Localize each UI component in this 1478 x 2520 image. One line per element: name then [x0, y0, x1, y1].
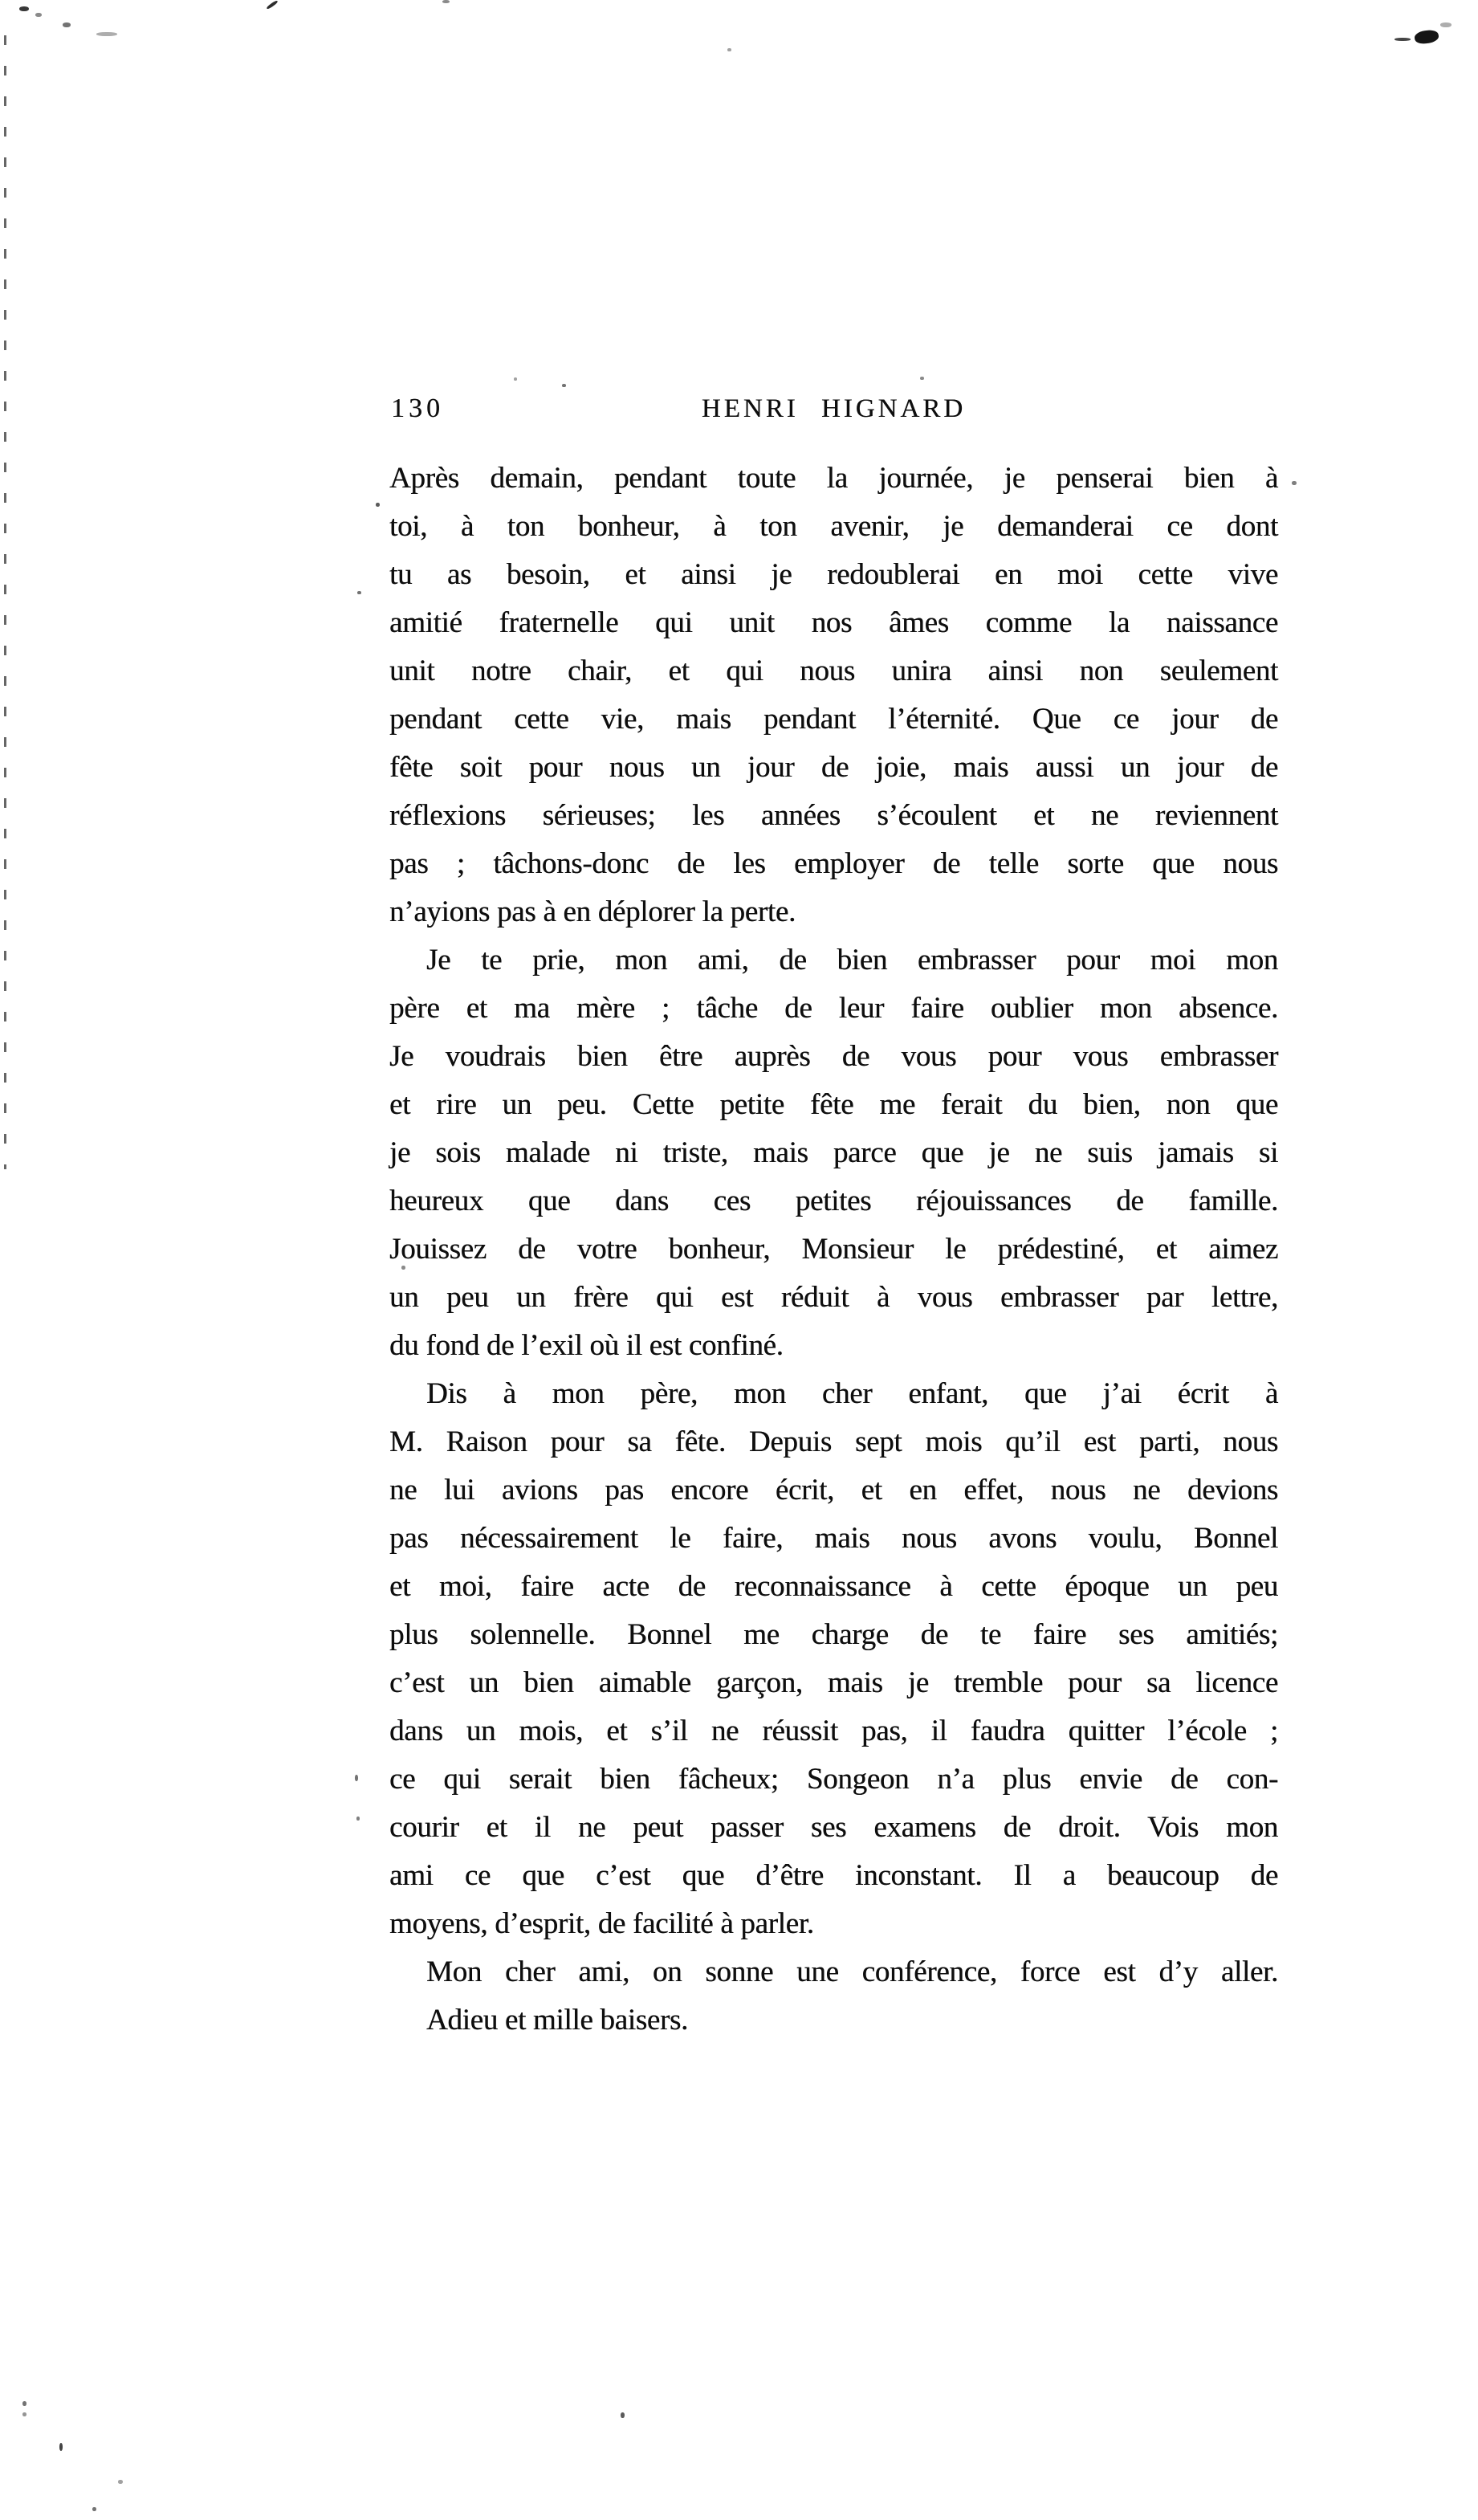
text-line: M. Raison pour sa fête. Depuis sept mois qu’il est parti, nous — [389, 1425, 1278, 1458]
text-line: Après demain, pendant toute la journée, je penserai bien à — [389, 462, 1278, 495]
text-line: réflexions sérieuses; les années s’écoulent et ne reviennent — [389, 799, 1278, 832]
ink-speck — [22, 2412, 26, 2416]
text-block — [389, 455, 1278, 2045]
text-line: pendant cette vie, mais pendant l’éternité. Que ce jour de — [389, 703, 1278, 736]
text-line: fête soit pour nous un jour de joie, mais aussi un jour de — [389, 751, 1278, 784]
text-line: je sois malade ni triste, mais parce que je ne suis jamais si — [389, 1136, 1278, 1169]
running-header: HENRI HIGNARD — [701, 394, 967, 423]
ink-speck — [442, 0, 450, 3]
ink-speck — [562, 384, 566, 387]
ink-speck — [356, 1817, 360, 1821]
text-line: Adieu et mille baisers. — [426, 2004, 689, 2037]
text-line: Mon cher ami, on sonne une conférence, force est d’y aller. — [426, 1955, 1278, 1988]
text-line: ami ce que c’est que d’être inconstant. Il a beaucoup de — [389, 1859, 1278, 1892]
text-line: unit notre chair, et qui nous unira ainsi non seulement — [389, 654, 1278, 687]
text-line: n’ayions pas à en déplorer la perte. — [389, 895, 796, 928]
ink-speck — [355, 1775, 358, 1781]
ink-speck — [1440, 22, 1452, 27]
text-line: toi, à ton bonheur, à ton avenir, je demanderai ce dont — [389, 510, 1278, 543]
text-line: pas nécessairement le faire, mais nous avons voulu, Bonnel — [389, 1522, 1278, 1555]
text-line: et rire un peu. Cette petite fête me ferait du bien, non que — [389, 1088, 1278, 1121]
ink-speck — [401, 1266, 405, 1270]
text-line: Je te prie, mon ami, de bien embrasser pour moi mon — [426, 944, 1278, 977]
folio-page-number: 130 — [391, 393, 444, 423]
ink-speck — [19, 6, 29, 11]
text-line: heureux que dans ces petites réjouissances de famille. — [389, 1185, 1278, 1217]
ink-speck — [1395, 38, 1411, 41]
text-line: Jouissez de votre bonheur, Monsieur le prédestiné, et aimez — [389, 1233, 1278, 1266]
ink-speck — [118, 2480, 123, 2484]
ink-speck — [59, 2443, 63, 2451]
ink-speck — [266, 0, 278, 10]
text-line: amitié fraternelle qui unit nos âmes comme la naissance — [389, 606, 1278, 639]
text-line: ce qui serait bien fâcheux; Songeon n’a plus envie de con- — [389, 1763, 1278, 1796]
text-line: un peu un frère qui est réduit à vous embrasser par lettre, — [389, 1281, 1278, 1314]
text-line: Dis à mon père, mon cher enfant, que j’ai écrit à — [426, 1377, 1278, 1410]
ink-speck — [92, 2507, 96, 2511]
text-line: c’est un bien aimable garçon, mais je tremble pour sa licence — [389, 1666, 1278, 1699]
text-line: Je voudrais bien être auprès de vous pour vous embrasser — [389, 1040, 1278, 1073]
ink-speck — [63, 22, 71, 27]
ink-speck — [96, 32, 117, 36]
text-line: tu as besoin, et ainsi je redoublerai en moi cette vive — [389, 558, 1278, 591]
text-line: du fond de l’exil où il est confiné. — [389, 1329, 784, 1362]
text-line: dans un mois, et s’il ne réussit pas, il faudra quitter l’école ; — [389, 1715, 1278, 1747]
text-line: courir et il ne peut passer ses examens de droit. Vois mon — [389, 1811, 1278, 1844]
text-line: plus solennelle. Bonnel me charge de te faire ses amitiés; — [389, 1618, 1278, 1651]
ink-speck — [1292, 481, 1297, 485]
ink-speck — [920, 377, 924, 380]
ink-speck — [357, 591, 361, 594]
ink-speck — [621, 2412, 625, 2418]
ink-speck — [22, 2401, 26, 2406]
ink-speck — [376, 503, 380, 507]
ink-speck — [35, 13, 42, 17]
text-line: pas ; tâchons-donc de les employer de telle sorte que nous — [389, 847, 1278, 880]
ink-speck — [514, 377, 517, 381]
text-line: ne lui avions pas encore écrit, et en effet, nous ne devions — [389, 1474, 1278, 1507]
ink-speck — [727, 48, 731, 51]
text-line: et moi, faire acte de reconnaissance à cette époque un peu — [389, 1570, 1278, 1603]
text-line: moyens, d’esprit, de facilité à parler. — [389, 1907, 814, 1940]
text-line: père et ma mère ; tâche de leur faire oublier mon absence. — [389, 992, 1278, 1025]
ink-speck — [1414, 29, 1439, 45]
left-margin-dashed-line — [4, 35, 6, 1169]
